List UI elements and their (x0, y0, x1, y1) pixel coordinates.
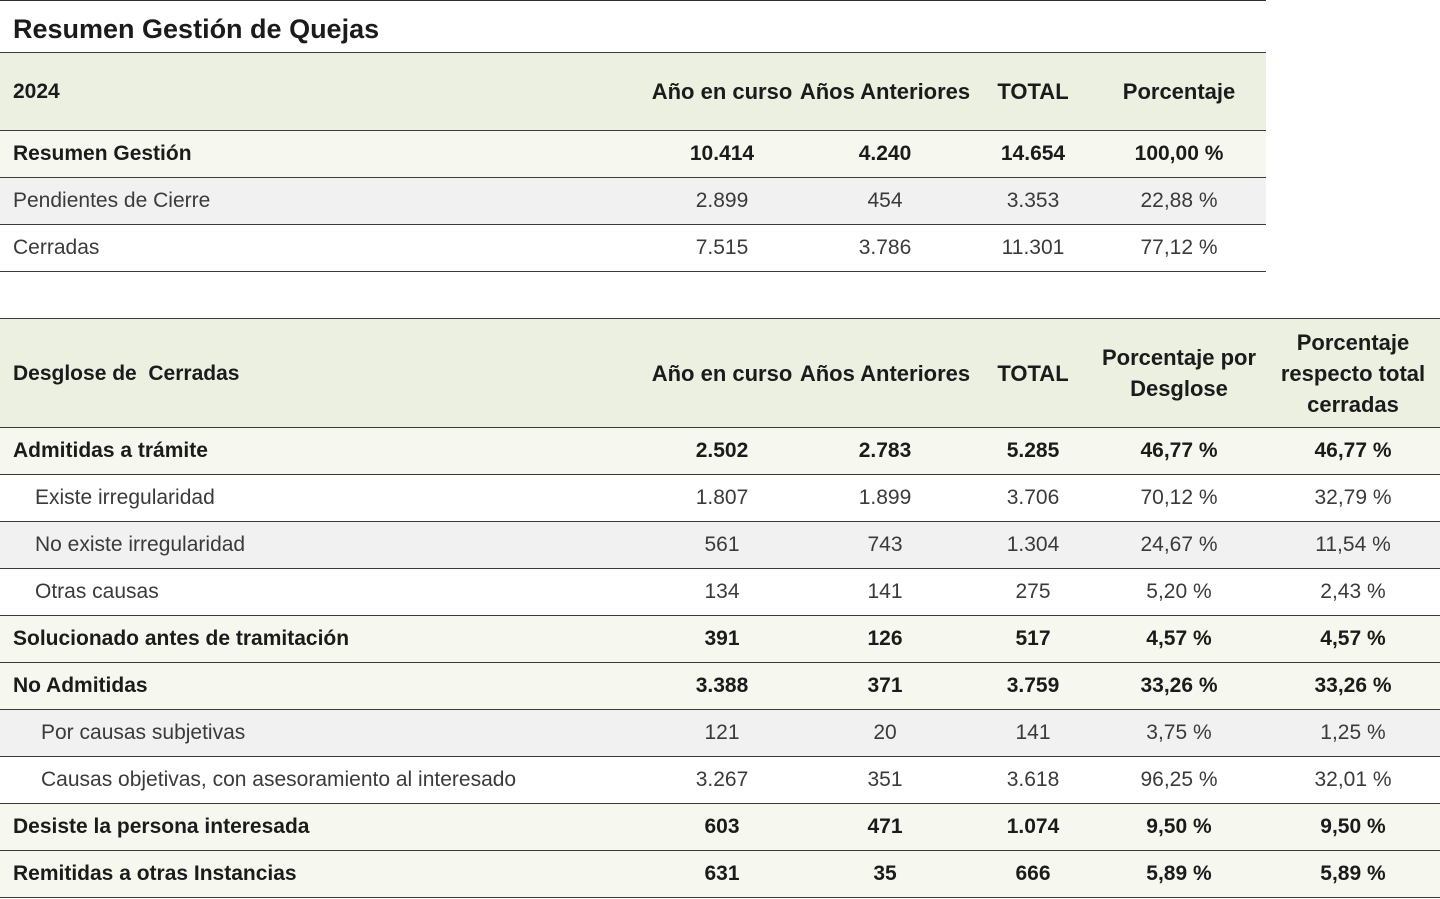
cell-current-year: 7.515 (648, 225, 796, 272)
cell-pct-breakdown: 9,50 % (1092, 804, 1266, 851)
cell-current-year: 603 (648, 804, 796, 851)
table-row (0, 225, 1266, 272)
cell-pct-breakdown: 70,12 % (1092, 475, 1266, 522)
summary-table (0, 0, 1266, 272)
cell-current-year: 391 (648, 616, 796, 663)
cell-previous-years: 471 (796, 804, 974, 851)
cell-pct-total: 32,79 % (1266, 475, 1440, 522)
cell-previous-years: 35 (796, 851, 974, 898)
breakdown-header-previous-years: Años Anteriores (796, 319, 974, 428)
cell-total: 11.301 (974, 225, 1092, 272)
cell-total: 666 (974, 851, 1092, 898)
breakdown-header-pct-total-closed: Porcentaje respecto total cerradas (1266, 319, 1440, 428)
cell-current-year: 3.267 (648, 757, 796, 804)
summary-header-percentage: Porcentaje (1092, 53, 1266, 131)
breakdown-table (0, 318, 1440, 898)
cell-percentage: 100,00 % (1092, 131, 1266, 178)
summary-header-current-year: Año en curso (648, 53, 796, 131)
cell-previous-years: 1.899 (796, 475, 974, 522)
row-label: Solucionado antes de tramitación (0, 616, 648, 663)
cell-total: 14.654 (974, 131, 1092, 178)
cell-pct-total: 32,01 % (1266, 757, 1440, 804)
cell-pct-total: 33,26 % (1266, 663, 1440, 710)
table-row (0, 178, 1266, 225)
row-label: Otras causas (0, 569, 648, 616)
cell-total: 3.759 (974, 663, 1092, 710)
cell-previous-years: 454 (796, 178, 974, 225)
row-label: Cerradas (0, 225, 648, 272)
cell-total: 3.618 (974, 757, 1092, 804)
cell-pct-total: 2,43 % (1266, 569, 1440, 616)
table-row (0, 851, 1440, 898)
table-row (0, 475, 1440, 522)
cell-previous-years: 141 (796, 569, 974, 616)
cell-total: 1.304 (974, 522, 1092, 569)
row-label: Existe irregularidad (0, 475, 648, 522)
cell-previous-years: 2.783 (796, 428, 974, 475)
row-label: Remitidas a otras Instancias (0, 851, 648, 898)
table-row (0, 131, 1266, 178)
breakdown-header-current-year: Año en curso (648, 319, 796, 428)
row-label: No existe irregularidad (0, 522, 648, 569)
page-title: Resumen Gestión de Quejas (0, 1, 1266, 53)
cell-pct-total: 11,54 % (1266, 522, 1440, 569)
cell-previous-years: 20 (796, 710, 974, 757)
cell-previous-years: 4.240 (796, 131, 974, 178)
table-row (0, 663, 1440, 710)
row-label: Por causas subjetivas (0, 710, 648, 757)
table-row (0, 569, 1440, 616)
row-label: Admitidas a trámite (0, 428, 648, 475)
cell-percentage: 22,88 % (1092, 178, 1266, 225)
row-label: Desiste la persona interesada (0, 804, 648, 851)
cell-current-year: 10.414 (648, 131, 796, 178)
row-label: Pendientes de Cierre (0, 178, 648, 225)
cell-current-year: 3.388 (648, 663, 796, 710)
summary-header-year: 2024 (0, 53, 648, 131)
cell-percentage: 77,12 % (1092, 225, 1266, 272)
cell-pct-breakdown: 5,89 % (1092, 851, 1266, 898)
summary-header-total: TOTAL (974, 53, 1092, 131)
cell-pct-breakdown: 46,77 % (1092, 428, 1266, 475)
cell-pct-total: 4,57 % (1266, 616, 1440, 663)
cell-total: 517 (974, 616, 1092, 663)
cell-current-year: 561 (648, 522, 796, 569)
cell-previous-years: 743 (796, 522, 974, 569)
breakdown-header-total: TOTAL (974, 319, 1092, 428)
cell-total: 3.353 (974, 178, 1092, 225)
row-label: Resumen Gestión (0, 131, 648, 178)
table-row (0, 522, 1440, 569)
table-row (0, 710, 1440, 757)
row-label: Causas objetivas, con asesoramiento al interesado (0, 757, 648, 804)
table-row (0, 428, 1440, 475)
cell-previous-years: 3.786 (796, 225, 974, 272)
breakdown-header-pct-breakdown: Porcentaje por Desglose (1092, 319, 1266, 428)
cell-previous-years: 351 (796, 757, 974, 804)
cell-total: 3.706 (974, 475, 1092, 522)
cell-pct-breakdown: 24,67 % (1092, 522, 1266, 569)
cell-pct-breakdown: 33,26 % (1092, 663, 1266, 710)
breakdown-header-label: Desglose de Cerradas (0, 319, 648, 428)
cell-pct-breakdown: 3,75 % (1092, 710, 1266, 757)
cell-previous-years: 371 (796, 663, 974, 710)
cell-current-year: 2.899 (648, 178, 796, 225)
cell-pct-breakdown: 96,25 % (1092, 757, 1266, 804)
cell-pct-breakdown: 5,20 % (1092, 569, 1266, 616)
cell-pct-total: 9,50 % (1266, 804, 1440, 851)
row-label: No Admitidas (0, 663, 648, 710)
cell-pct-breakdown: 4,57 % (1092, 616, 1266, 663)
table-row (0, 804, 1440, 851)
cell-total: 275 (974, 569, 1092, 616)
cell-total: 141 (974, 710, 1092, 757)
cell-current-year: 121 (648, 710, 796, 757)
table-row (0, 616, 1440, 663)
cell-previous-years: 126 (796, 616, 974, 663)
cell-current-year: 631 (648, 851, 796, 898)
summary-header-previous-years: Años Anteriores (796, 53, 974, 131)
cell-current-year: 2.502 (648, 428, 796, 475)
cell-current-year: 134 (648, 569, 796, 616)
cell-total: 5.285 (974, 428, 1092, 475)
cell-pct-total: 5,89 % (1266, 851, 1440, 898)
cell-current-year: 1.807 (648, 475, 796, 522)
cell-pct-total: 1,25 % (1266, 710, 1440, 757)
table-row (0, 757, 1440, 804)
cell-total: 1.074 (974, 804, 1092, 851)
cell-pct-total: 46,77 % (1266, 428, 1440, 475)
